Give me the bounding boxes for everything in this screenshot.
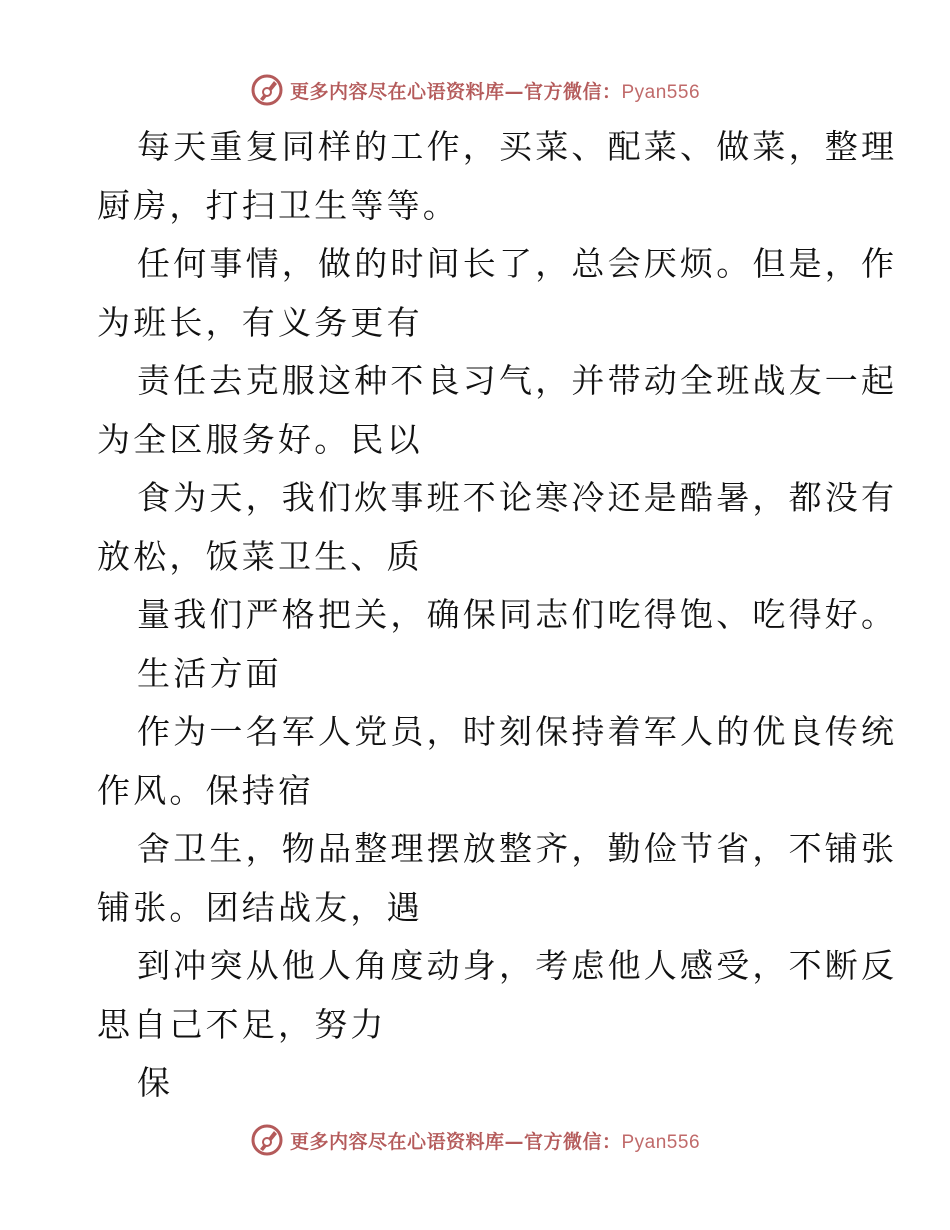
pen-seal-logo-icon xyxy=(250,1123,284,1157)
body-line: 保 xyxy=(137,1063,174,1102)
body-line: 思自己不足，努力 xyxy=(97,1004,387,1044)
body-line: 铺张。团结战友，遇 xyxy=(97,887,423,927)
footer-wechat-id: Pyan556 xyxy=(621,1131,701,1153)
body-line: 每天重复同样的工作，买菜、配菜、做菜，整理 xyxy=(137,127,898,166)
footer-banner-text: 更多内容尽在心语资料库—官方微信：Pyan556 xyxy=(289,1130,701,1153)
body-line: 厨房，打扫卫生等等。 xyxy=(97,185,459,225)
footer-banner xyxy=(0,1120,950,1160)
body-line: 作风。保持宿 xyxy=(97,770,315,810)
section-heading: 生活方面 xyxy=(137,653,282,693)
body-line: 食为天，我们炊事班不论寒冷还是酷暑，都没有 xyxy=(137,478,898,517)
body-line: 任何事情，做的时间长了，总会厌烦。但是，作 xyxy=(137,244,898,283)
body-line: 放松，饭菜卫生、质 xyxy=(97,536,423,576)
pen-seal-logo-icon xyxy=(250,73,284,107)
body-line: 责任去克服这种不良习气，并带动全班战友一起 xyxy=(137,361,898,400)
body-line: 作为一名军人党员，时刻保持着军人的优良传统 xyxy=(137,712,898,751)
body-line: 舍卫生，物品整理摆放整齐，勤俭节省，不铺张 xyxy=(137,829,898,868)
body-line: 为班长，有义务更有 xyxy=(97,302,423,342)
body-line: 到冲突从他人角度动身，考虑他人感受，不断反 xyxy=(137,946,898,985)
header-banner-text: 更多内容尽在心语资料库—官方微信：Pyan556 xyxy=(289,80,701,103)
header-banner xyxy=(0,70,950,110)
body-line: 量我们严格把关，确保同志们吃得饱、吃得好。 xyxy=(137,595,898,634)
body-line: 为全区服务好。民以 xyxy=(97,419,423,459)
document-body xyxy=(97,118,898,1113)
header-wechat-id: Pyan556 xyxy=(621,81,701,103)
